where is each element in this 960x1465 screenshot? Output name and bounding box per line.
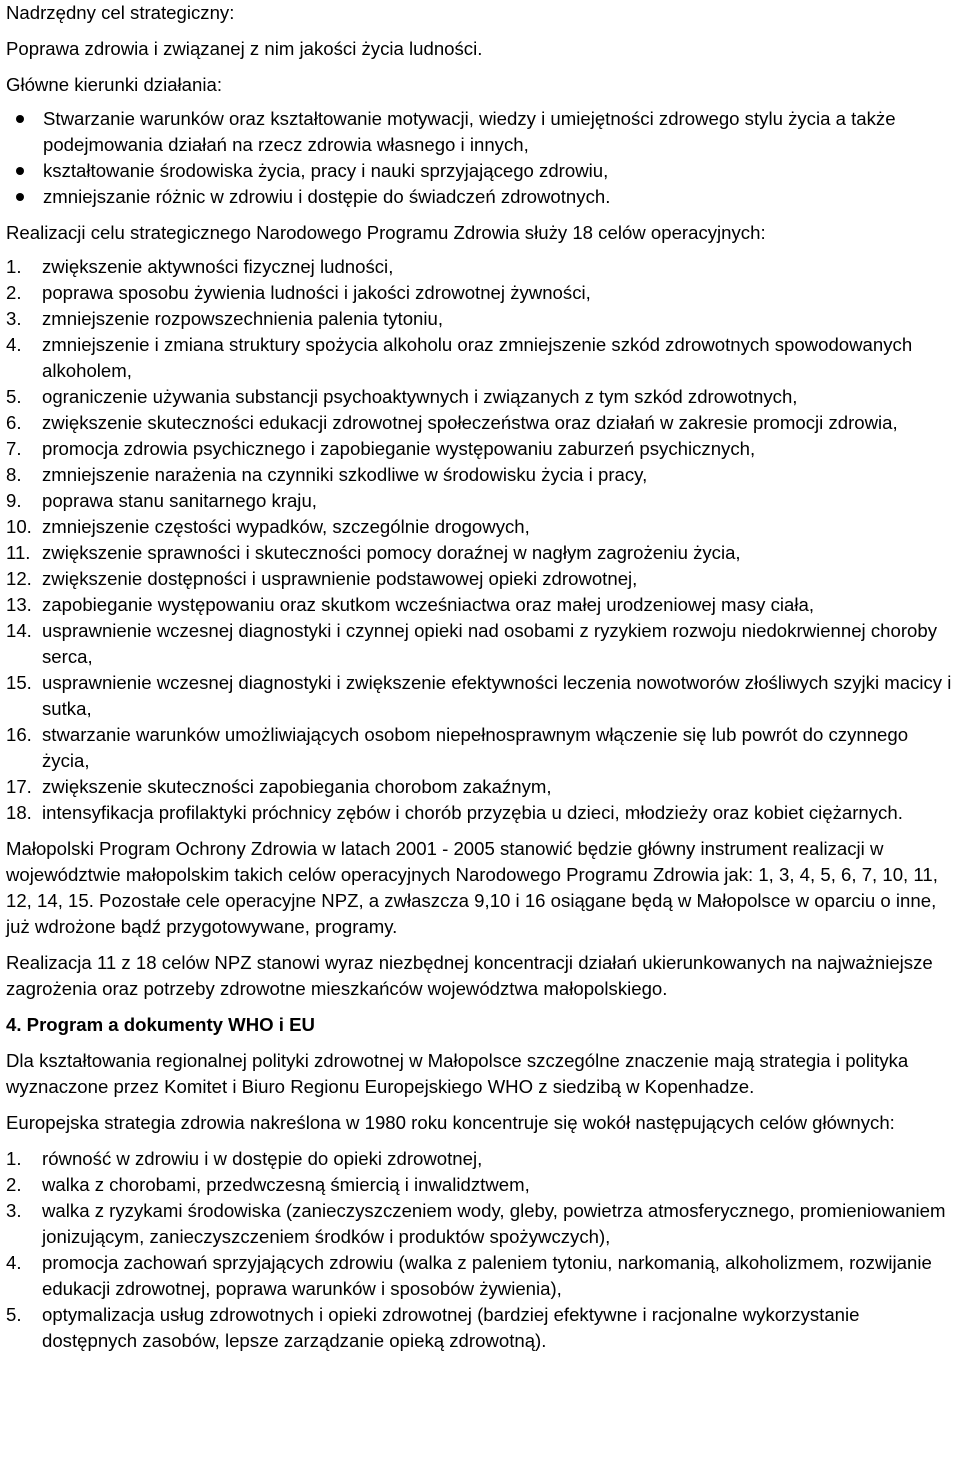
npz-goals-list (6, 254, 956, 826)
list-item-text: promocja zdrowia psychicznego i zapobieganie występowaniu zaburzeń psychicznych, (42, 438, 756, 459)
list-item (6, 384, 956, 410)
list-item-text: promocja zachowań sprzyjających zdrowiu (walka z paleniem tytoniu, narkomanią, alkoholizmem, rozwijanie edukacji zdrowotnej, poprawa warunków i sposobów żywienia), (42, 1252, 932, 1299)
list-item (6, 306, 956, 332)
list-item-number: 16. (6, 724, 32, 745)
list-item-text: zapobieganie występowaniu oraz skutkom wcześniactwa oraz małej urodzeniowej masy ciała, (42, 594, 815, 615)
realizacja-paragraph: Realizacja 11 z 18 celów NPZ stanowi wyraz niezbędnej koncentracji działań ukierunkowanych na najważniejsze zagrożenia oraz potrzeby zdrowotne mieszkańców województwa małopolskiego. (6, 952, 933, 999)
list-item: zmniejszanie różnic w zdrowiu i dostępie do świadczeń zdrowotnych. (6, 184, 956, 210)
list-item (6, 488, 956, 514)
list-item-number: 11. (6, 542, 31, 563)
who-paragraph: Dla kształtowania regionalnej polityki zdrowotnej w Małopolsce szczególne znaczenie mają strategia i polityka wyznaczone przez Komitet i Biuro Regionu Europejskiego WHO z siedzibą w Kopenhadze. (6, 1050, 909, 1097)
list-item-number: 5. (6, 1304, 22, 1325)
list-item-number: 4. (6, 334, 22, 355)
list-item (6, 800, 956, 826)
list-item (6, 332, 956, 384)
bullet-icon (16, 115, 24, 123)
list-item-number: 13. (6, 594, 32, 615)
list-item-text: zwiększenie sprawności i skuteczności pomocy doraźnej w nagłym zagrożeniu życia, (42, 542, 741, 563)
list-item-text: poprawa stanu sanitarnego kraju, (42, 490, 317, 511)
list-item (6, 1172, 956, 1198)
list-item-number: 9. (6, 490, 22, 511)
strategic-goal: Poprawa zdrowia i związanej z nim jakości życia ludności. (6, 38, 483, 59)
list-item-number: 4. (6, 1252, 22, 1273)
section-heading: 4. Program a dokumenty WHO i EU (6, 1014, 315, 1035)
list-item (6, 462, 956, 488)
list-item-text: zmniejszenie narażenia na czynniki szkodliwe w środowisku życia i pracy, (42, 464, 648, 485)
directions-label: Główne kierunki działania: (6, 74, 223, 95)
list-item-number: 2. (6, 282, 22, 303)
bullet-icon (16, 193, 24, 201)
list-item (6, 722, 956, 774)
list-item-number: 12. (6, 568, 32, 589)
list-item: Stwarzanie warunków oraz kształtowanie motywacji, wiedzy i umiejętności zdrowego stylu życia a także podejmowania działań na rzecz zdrowia własnego i innych, (6, 106, 956, 158)
list-item (6, 566, 956, 592)
list-item-number: 5. (6, 386, 22, 407)
list-item (6, 1250, 956, 1302)
list-item-number: 14. (6, 620, 32, 641)
eu-goals-list (6, 1146, 956, 1354)
list-item (6, 592, 956, 618)
mpoz-paragraph: Małopolski Program Ochrony Zdrowia w latach 2001 - 2005 stanowić będzie główny instrument realizacji w województwie małopolskim takich celów operacyjnych Narodowego Programu Zdrowia jak: 1, 3, 4, 5, 6, 7, 10, 11, 12, 14, 15. Pozostałe cele operacyjne NPZ, a zwłaszcza 9,10 i 16 osiągane będą w Małopolsce w oparciu o inne, już wdrożone bądź przygotowywane, programy. (6, 838, 938, 937)
npz-intro: Realizacji celu strategicznego Narodowego Programu Zdrowia służy 18 celów operacyjnych: (6, 222, 766, 243)
list-item (6, 410, 956, 436)
list-item-text: intensyfikacja profilaktyki próchnicy zębów i chorób przyzębia u dzieci, młodzieży oraz kobiet ciężarnych. (42, 802, 903, 823)
list-item-text: usprawnienie wczesnej diagnostyki i czynnej opieki nad osobami z ryzykiem rozwoju niedokrwiennej choroby serca, (42, 620, 938, 667)
list-item (6, 280, 956, 306)
list-item-text: optymalizacja usług zdrowotnych i opieki zdrowotnej (bardziej efektywne i racjonalne wykorzystanie dostępnych zasobów, lepsze zarządzanie opieką zdrowotną). (42, 1304, 860, 1351)
list-item-number: 15. (6, 672, 32, 693)
list-item-number: 17. (6, 776, 32, 797)
list-item (6, 1146, 956, 1172)
list-item (6, 670, 956, 722)
list-item (6, 1302, 956, 1354)
list-item (6, 514, 956, 540)
list-item (6, 254, 956, 280)
list-item (6, 540, 956, 566)
list-item-text: ograniczenie używania substancji psychoaktywnych i związanych z tym szkód zdrowotnych, (42, 386, 798, 407)
list-item-text: zmniejszenie częstości wypadków, szczególnie drogowych, (42, 516, 530, 537)
directions-list (6, 106, 956, 210)
list-item-number: 2. (6, 1174, 22, 1195)
strategic-goal-label: Nadrzędny cel strategiczny: (6, 2, 235, 23)
list-item-number: 3. (6, 308, 22, 329)
list-item-text: stwarzanie warunków umożliwiających osobom niepełnosprawnym włączenie się lub powrót do czynnego życia, (42, 724, 909, 771)
bullet-icon (16, 167, 24, 175)
list-item-text: równość w zdrowiu i w dostępie do opieki zdrowotnej, (42, 1148, 483, 1169)
list-item-number: 18. (6, 802, 32, 823)
list-item-text: zwiększenie aktywności fizycznej ludności, (42, 256, 394, 277)
list-item-text: zwiększenie skuteczności edukacji zdrowotnej społeczeństwa oraz działań w zakresie promocji zdrowia, (42, 412, 898, 433)
document-page (6, 0, 956, 1354)
list-item (6, 618, 956, 670)
list-item-number: 8. (6, 464, 22, 485)
list-item (6, 774, 956, 800)
list-item-text: zmniejszenie i zmiana struktury spożycia alkoholu oraz zmniejszenie szkód zdrowotnych spowodowanych alkoholem, (42, 334, 913, 381)
list-item-number: 7. (6, 438, 22, 459)
strategy-paragraph: Europejska strategia zdrowia nakreślona w 1980 roku koncentruje się wokół następujących celów głównych: (6, 1112, 895, 1133)
list-item (6, 1198, 956, 1250)
list-item-number: 6. (6, 412, 22, 433)
list-item-text: zwiększenie skuteczności zapobiegania chorobom zakaźnym, (42, 776, 552, 797)
list-item-text: walka z ryzykami środowiska (zanieczyszczeniem wody, gleby, powietrza atmosferycznego, promieniowaniem jonizującym, zanieczyszczeniem środków i produktów spożywczych), (42, 1200, 946, 1247)
list-item-number: 3. (6, 1200, 22, 1221)
list-item-number: 1. (6, 1148, 22, 1169)
list-item-text: usprawnienie wczesnej diagnostyki i zwiększenie efektywności leczenia nowotworów złośliwych szyjki macicy i sutka, (42, 672, 952, 719)
list-item (6, 436, 956, 462)
list-item-number: 10. (6, 516, 32, 537)
list-item-text: poprawa sposobu żywienia ludności i jakości zdrowotnej żywności, (42, 282, 591, 303)
list-item-text: zwiększenie dostępności i usprawnienie podstawowej opieki zdrowotnej, (42, 568, 638, 589)
list-item-text: zmniejszenie rozpowszechnienia palenia tytoniu, (42, 308, 444, 329)
list-item-text: walka z chorobami, przedwczesną śmiercią i inwalidztwem, (42, 1174, 530, 1195)
list-item-number: 1. (6, 256, 22, 277)
list-item: kształtowanie środowiska życia, pracy i nauki sprzyjającego zdrowiu, (6, 158, 956, 184)
